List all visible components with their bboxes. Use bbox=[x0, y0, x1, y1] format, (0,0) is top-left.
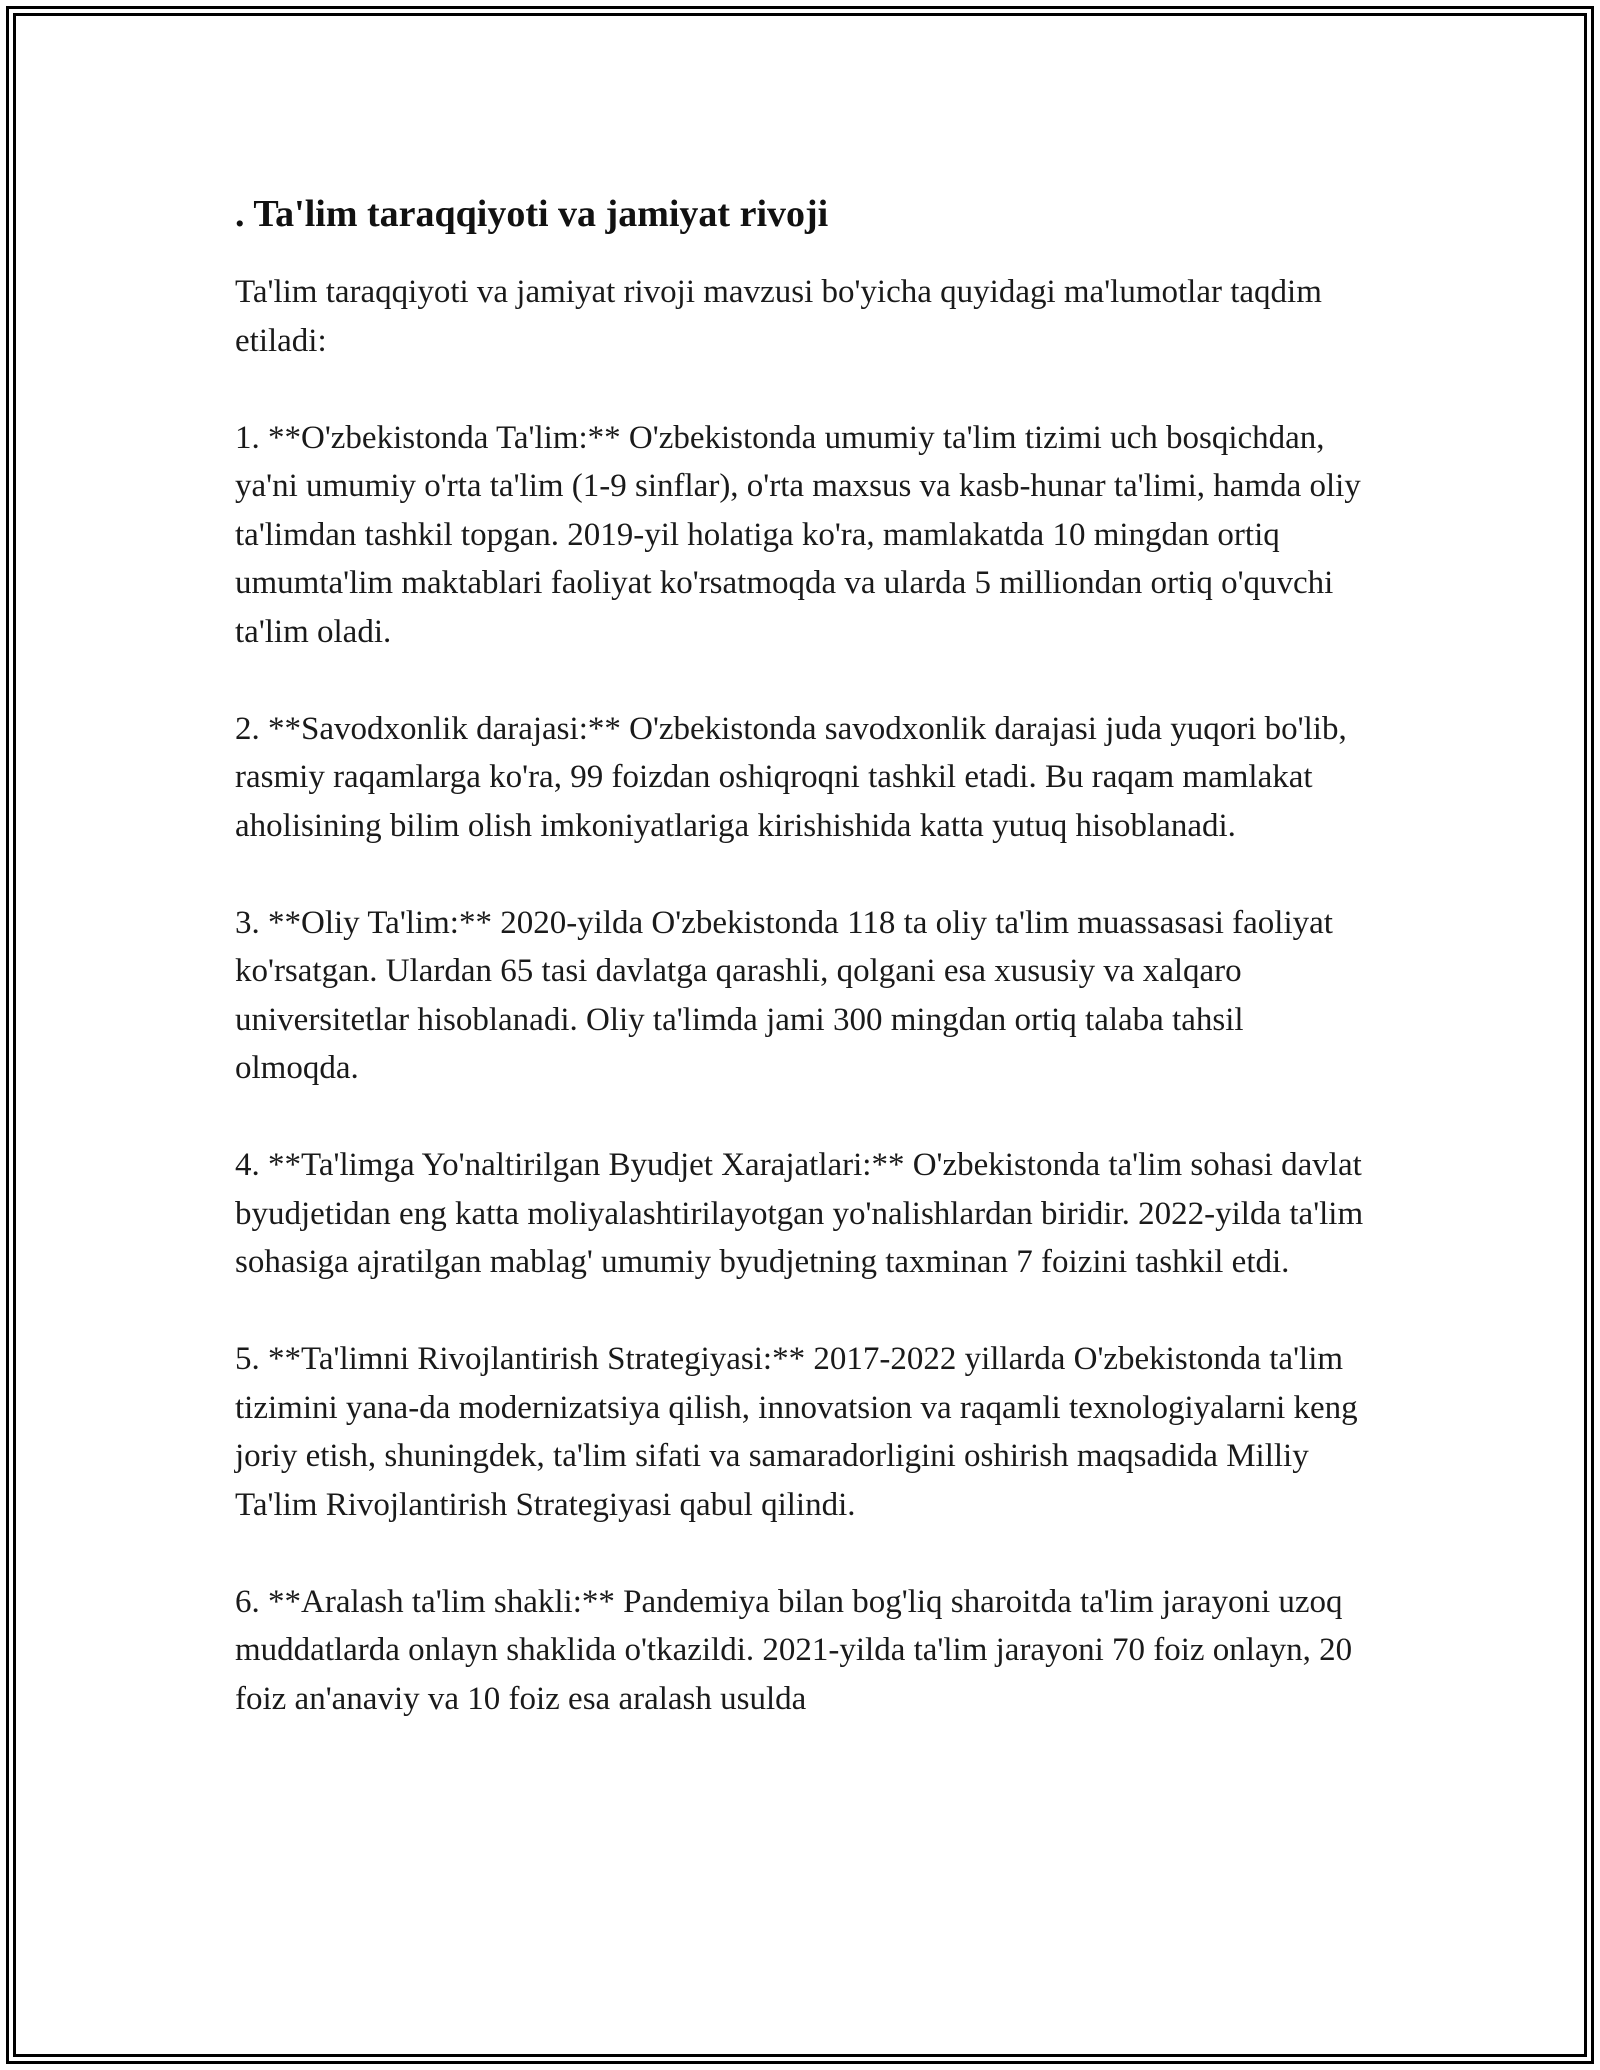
paragraph-4: 4. **Ta'limga Yo'naltirilgan Byudjet Xarajatlari:** O'zbekistonda ta'lim sohasi davlat byudjetidan eng katta moliyalashtirilayotgan yo'nalishlardan biridir. 2022-yilda ta'lim sohasiga ajratilgan mablag' umumiy byudjetning taxminan 7 foizini tashkil etdi. bbox=[235, 1147, 1364, 1280]
intro-paragraph: Ta'lim taraqqiyoti va jamiyat rivoji mavzusi bo'yicha quyidagi ma'lumotlar taqdim etiladi: bbox=[235, 274, 1322, 359]
document-body bbox=[235, 188, 1365, 1723]
paragraph-1: 1. **O'zbekistonda Ta'lim:** O'zbekistonda umumiy ta'lim tizimi uch bosqichdan, ya'ni umumiy o'rta ta'lim (1-9 sinflar), o'rta maxsus va kasb-hunar ta'limi, hamda oliy ta'limdan tashkil topgan. 2019-yil holatiga ko'ra, mamlakatda 10 mingdan ortiq umumta'lim maktablari faoliyat ko'rsatmoqda va ularda 5 milliondan ortiq o'quvchi ta'lim oladi. bbox=[235, 419, 1361, 650]
paragraph-6: 6. **Aralash ta'lim shakli:** Pandemiya bilan bog'liq sharoitda ta'lim jarayoni uzoq muddatlarda onlayn shaklida o'tkazildi. 2021-yilda ta'lim jarayoni 70 foiz onlayn, 20 foiz an'anaviy va 10 foiz esa aralash usulda bbox=[235, 1583, 1353, 1717]
paragraph-5: 5. **Ta'limni Rivojlantirish Strategiyasi:** 2017-2022 yillarda O'zbekistonda ta'lim tizimini yana-da modernizatsiya qilish, innovatsion va raqamli texnologiyalarni keng joriy etish, shuningdek, ta'lim sifati va samaradorligini oshirish maqsadida Milliy Ta'lim Rivojlantirish Strategiyasi qabul qilindi. bbox=[235, 1341, 1358, 1523]
document-title: . Ta'lim taraqqiyoti va jamiyat rivoji bbox=[235, 193, 829, 235]
paragraph-2: 2. **Savodxonlik darajasi:** O'zbekistonda savodxonlik darajasi juda yuqori bo'lib, rasmiy raqamlarga ko'ra, 99 foizdan oshiqroqni tashkil etadi. Bu raqam mamlakat aholisining bilim olish imkoniyatlariga kirishishida katta yutuq hisoblanadi. bbox=[235, 710, 1347, 844]
paragraph-3: 3. **Oliy Ta'lim:** 2020-yilda O'zbekistonda 118 ta oliy ta'lim muassasasi faoliyat ko'rsatgan. Ulardan 65 tasi davlatga qarashli, qolgani esa xususiy va xalqaro universitetlar hisoblanadi. Oliy ta'limda jami 300 mingdan ortiq talaba tahsil olmoqda. bbox=[235, 904, 1333, 1086]
